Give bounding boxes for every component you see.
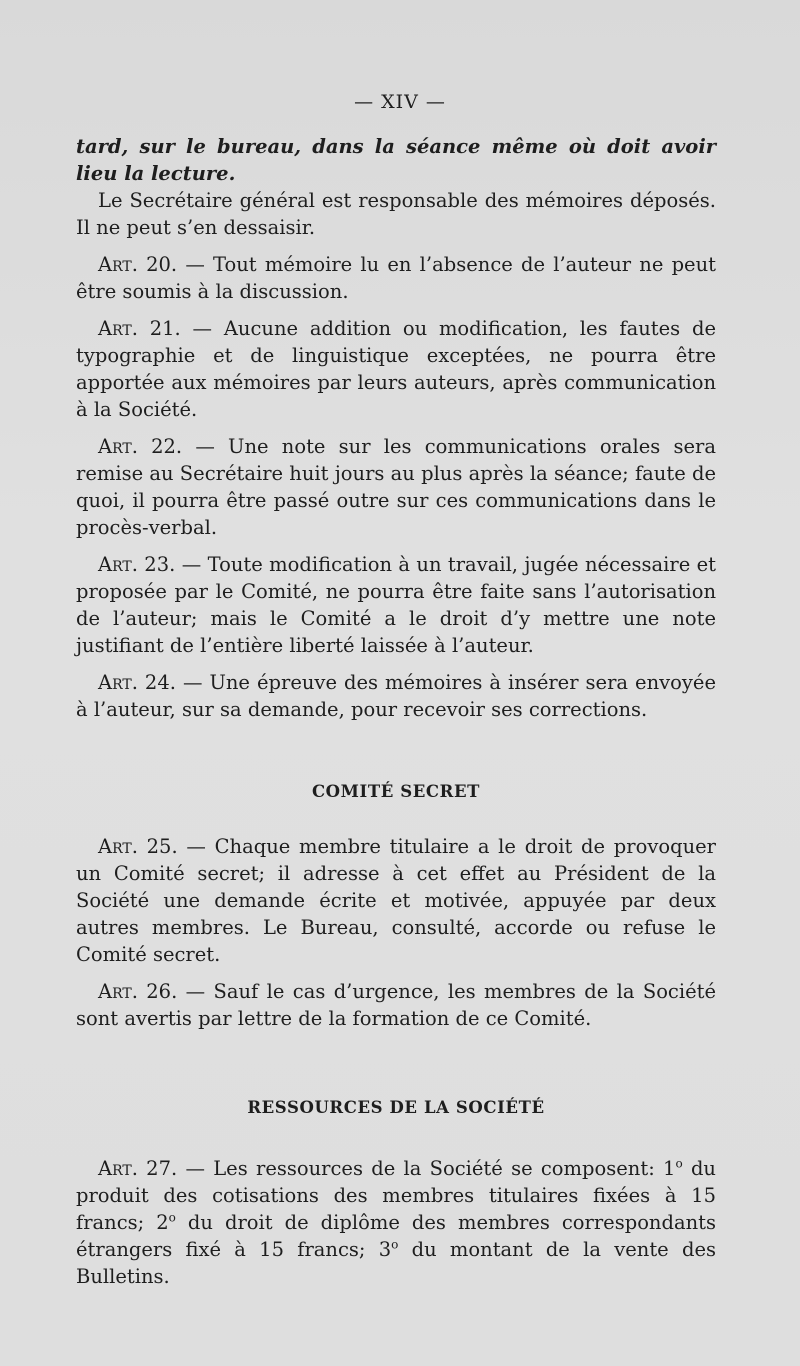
article-24-text: — Une épreuve des mémoires à insérer sera envoyée à l’auteur, sur sa demande, pour recevoir ses corrections. (76, 671, 716, 721)
article-24-label: Art. 24. (98, 671, 176, 694)
article-22 (76, 433, 716, 541)
section-title-ressources: RESSOURCES DE LA SOCIÉTÉ (247, 1098, 545, 1117)
article-23 (76, 551, 716, 659)
ordinal-3: o (391, 1237, 399, 1252)
article-22-label: Art. 22. (98, 435, 183, 458)
ordinal-1: o (675, 1156, 683, 1171)
article-27 (76, 1155, 716, 1290)
article-24 (76, 669, 716, 723)
article-27-label: Art. 27. (98, 1157, 178, 1180)
article-25 (76, 833, 716, 968)
article-20 (76, 251, 716, 305)
article-27-text-a: — Les ressources de la Société se composent: 1 (177, 1157, 676, 1180)
article-27-text-c: du droit de diplôme des membres correspondants étrangers fixé à 15 francs; 3 (76, 1211, 716, 1261)
article-26-text: — Sauf le cas d’urgence, les membres de la Société sont avertis par lettre de la formation de ce Comité. (76, 980, 717, 1030)
ordinal-2: o (168, 1210, 176, 1225)
article-21-text: — Aucune addition ou modification, les fautes de typographie et de linguistique exceptées, ne pourra être apportée aux mémoires par leurs auteurs, après communication à la Société. (76, 317, 716, 421)
article-20-label: Art. 20. (98, 253, 178, 276)
article-25-text: — Chaque membre titulaire a le droit de provoquer un Comité secret; il adresse à cet effet au Président de la Société une demande écrite et motivée, appuyée par deux autres membres. Le Bureau, consulté, accorde ou refuse le Comité secret. (76, 835, 717, 966)
article-21-label: Art. 21. (98, 317, 181, 340)
article-26-label: Art. 26. (98, 980, 178, 1003)
page-number: — XIV — (354, 91, 446, 113)
article-27-text-d: du montant de la vente des Bulletins. (76, 1238, 716, 1288)
continuation-paragraph: tard, sur le bureau, dans la séance même où doit avoir lieu la lecture. (76, 135, 716, 185)
article-22-text: — Une note sur les communications orales sera remise au Secrétaire huit jours au plus après la séance; faute de quoi, il pourra être passé outre sur ces communications dans le procès-verbal. (76, 435, 717, 539)
article-21 (76, 315, 716, 423)
article-25-label: Art. 25. (98, 835, 178, 858)
secretaire-paragraph: Le Secrétaire général est responsable des mémoires déposés. Il ne peut s’en dessaisir. (76, 189, 716, 239)
page-body (76, 133, 716, 1290)
article-27-text-b: du produit des cotisations des membres titulaires fixées à 15 francs; 2 (76, 1157, 716, 1234)
article-23-label: Art. 23. (98, 553, 176, 576)
article-23-text: — Toute modification à un travail, jugée nécessaire et proposée par le Comité, ne pourra être faite sans l’autorisation de l’auteur; mais le Comité a le droit d’y mettre une note justifiant de l’entière liberté laissée à l’auteur. (76, 553, 716, 657)
article-26 (76, 978, 716, 1032)
article-20-text: — Tout mémoire lu en l’absence de l’auteur ne peut être soumis à la discussion. (76, 253, 716, 303)
section-title-comite-secret: COMITÉ SECRET (311, 782, 481, 801)
